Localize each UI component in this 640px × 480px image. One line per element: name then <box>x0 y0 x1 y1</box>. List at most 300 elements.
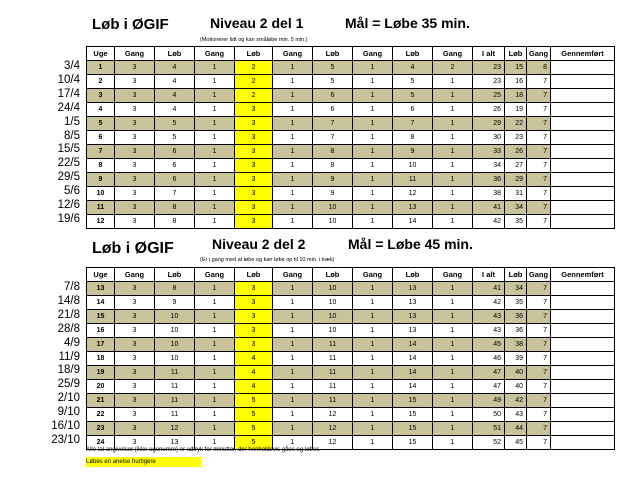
value-cell: 11 <box>313 338 353 352</box>
table-row <box>87 215 615 229</box>
training-table-2 <box>86 267 615 450</box>
value-cell: 4 <box>235 366 273 380</box>
column-header: Gennemført <box>551 268 615 282</box>
row-date: 4/9 <box>64 336 80 349</box>
value-cell: 5 <box>313 61 353 75</box>
value-cell: 1 <box>273 394 313 408</box>
value-cell: 8 <box>313 145 353 159</box>
column-header: Løb <box>393 47 433 61</box>
value-cell: 6 <box>393 103 433 117</box>
column-header: Løb <box>505 47 527 61</box>
column-header: Gang <box>115 47 155 61</box>
completed-cell[interactable] <box>551 89 615 103</box>
column-header: Gang <box>433 47 473 61</box>
column-header: Uge <box>87 268 115 282</box>
value-cell: 35 <box>505 296 527 310</box>
value-cell: 42 <box>473 296 505 310</box>
value-cell: 5 <box>155 131 195 145</box>
value-cell: 3 <box>115 310 155 324</box>
value-cell: 1 <box>353 422 393 436</box>
value-cell: 34 <box>505 201 527 215</box>
value-cell: 19 <box>505 103 527 117</box>
completed-cell[interactable] <box>551 75 615 89</box>
value-cell: 4 <box>155 89 195 103</box>
week-cell: 16 <box>87 324 115 338</box>
value-cell: 10 <box>313 215 353 229</box>
value-cell: 7 <box>527 282 551 296</box>
column-header: Gennemført <box>551 47 615 61</box>
value-cell: 1 <box>433 366 473 380</box>
value-cell: 47 <box>473 366 505 380</box>
table-header-row <box>87 47 615 61</box>
week-cell: 21 <box>87 394 115 408</box>
value-cell: 7 <box>527 89 551 103</box>
completed-cell[interactable] <box>551 408 615 422</box>
row-date: 24/4 <box>57 101 80 114</box>
value-cell: 1 <box>273 61 313 75</box>
completed-cell[interactable] <box>551 117 615 131</box>
value-cell: 3 <box>115 338 155 352</box>
value-cell: 9 <box>313 173 353 187</box>
column-header: Gang <box>115 268 155 282</box>
table-row <box>87 408 615 422</box>
value-cell: 4 <box>393 61 433 75</box>
value-cell: 1 <box>195 103 235 117</box>
value-cell: 3 <box>115 422 155 436</box>
column-header: Løb <box>505 268 527 282</box>
value-cell: 1 <box>353 380 393 394</box>
value-cell: 1 <box>195 324 235 338</box>
value-cell: 7 <box>527 296 551 310</box>
value-cell: 5 <box>393 89 433 103</box>
value-cell: 8 <box>155 201 195 215</box>
table-row <box>87 422 615 436</box>
completed-cell[interactable] <box>551 61 615 75</box>
table-header-row <box>87 268 615 282</box>
value-cell: 4 <box>155 103 195 117</box>
table-row <box>87 324 615 338</box>
value-cell: 5 <box>235 408 273 422</box>
column-header: Løb <box>155 268 195 282</box>
row-date: 16/10 <box>51 420 80 432</box>
value-cell: 3 <box>115 131 155 145</box>
value-cell: 10 <box>313 324 353 338</box>
value-cell: 7 <box>527 338 551 352</box>
column-header: Løb <box>313 47 353 61</box>
value-cell: 9 <box>393 145 433 159</box>
column-header: I alt <box>473 47 505 61</box>
row-date: 21/8 <box>57 308 80 321</box>
value-cell: 1 <box>195 352 235 366</box>
completed-cell[interactable] <box>551 380 615 394</box>
value-cell: 10 <box>393 159 433 173</box>
value-cell: 11 <box>155 408 195 422</box>
value-cell: 1 <box>353 282 393 296</box>
row-date: 23/10 <box>51 433 80 446</box>
niveau-title-2: Niveau 2 del 2 <box>212 236 306 252</box>
row-date: 28/8 <box>57 322 80 335</box>
week-cell: 14 <box>87 296 115 310</box>
value-cell: 15 <box>393 422 433 436</box>
table-row <box>87 338 615 352</box>
value-cell: 14 <box>393 380 433 394</box>
table-row <box>87 187 615 201</box>
value-cell: 12 <box>313 436 353 450</box>
week-cell: 5 <box>87 117 115 131</box>
value-cell: 8 <box>313 159 353 173</box>
table-row <box>87 366 615 380</box>
value-cell: 5 <box>235 394 273 408</box>
value-cell: 40 <box>505 380 527 394</box>
column-header: Uge <box>87 47 115 61</box>
value-cell: 1 <box>195 173 235 187</box>
completed-cell[interactable] <box>551 324 615 338</box>
value-cell: 7 <box>527 394 551 408</box>
niveau-title-1: Niveau 2 del 1 <box>210 15 304 31</box>
value-cell: 1 <box>273 201 313 215</box>
value-cell: 12 <box>155 422 195 436</box>
value-cell: 41 <box>473 201 505 215</box>
value-cell: 1 <box>273 103 313 117</box>
value-cell: 11 <box>155 366 195 380</box>
value-cell: 38 <box>473 187 505 201</box>
value-cell: 1 <box>195 145 235 159</box>
value-cell: 1 <box>273 296 313 310</box>
value-cell: 4 <box>235 352 273 366</box>
value-cell: 7 <box>527 310 551 324</box>
value-cell: 1 <box>195 117 235 131</box>
column-header: Gang <box>353 268 393 282</box>
value-cell: 1 <box>433 324 473 338</box>
value-cell: 41 <box>473 282 505 296</box>
row-date: 12/6 <box>57 199 80 211</box>
value-cell: 1 <box>273 422 313 436</box>
value-cell: 11 <box>313 394 353 408</box>
completed-cell[interactable] <box>551 187 615 201</box>
value-cell: 1 <box>433 75 473 89</box>
value-cell: 1 <box>433 422 473 436</box>
value-cell: 3 <box>115 296 155 310</box>
value-cell: 45 <box>473 338 505 352</box>
value-cell: 7 <box>527 187 551 201</box>
week-cell: 23 <box>87 422 115 436</box>
value-cell: 3 <box>235 131 273 145</box>
value-cell: 7 <box>527 408 551 422</box>
week-cell: 13 <box>87 282 115 296</box>
row-date: 11/9 <box>58 350 80 363</box>
value-cell: 1 <box>433 117 473 131</box>
value-cell: 7 <box>393 117 433 131</box>
week-cell: 3 <box>87 89 115 103</box>
value-cell: 30 <box>473 131 505 145</box>
value-cell: 11 <box>313 366 353 380</box>
value-cell: 1 <box>353 201 393 215</box>
week-cell: 12 <box>87 215 115 229</box>
value-cell: 3 <box>235 173 273 187</box>
value-cell: 3 <box>235 145 273 159</box>
value-cell: 1 <box>195 159 235 173</box>
value-cell: 7 <box>527 131 551 145</box>
value-cell: 1 <box>433 296 473 310</box>
completed-cell[interactable] <box>551 215 615 229</box>
value-cell: 3 <box>115 173 155 187</box>
value-cell: 1 <box>195 394 235 408</box>
value-cell: 12 <box>313 408 353 422</box>
value-cell: 3 <box>115 159 155 173</box>
value-cell: 1 <box>353 215 393 229</box>
completed-cell[interactable] <box>551 103 615 117</box>
brand-title-2: Løb i ØGIF <box>92 240 174 257</box>
value-cell: 6 <box>155 159 195 173</box>
value-cell: 23 <box>473 61 505 75</box>
table-row <box>87 201 615 215</box>
value-cell: 8 <box>155 282 195 296</box>
value-cell: 13 <box>155 436 195 450</box>
completed-cell[interactable] <box>551 436 615 450</box>
value-cell: 47 <box>473 380 505 394</box>
value-cell: 5 <box>313 75 353 89</box>
value-cell: 1 <box>273 436 313 450</box>
value-cell: 15 <box>393 436 433 450</box>
value-cell: 1 <box>273 145 313 159</box>
value-cell: 42 <box>473 215 505 229</box>
value-cell: 10 <box>313 310 353 324</box>
value-cell: 3 <box>235 187 273 201</box>
value-cell: 7 <box>155 187 195 201</box>
value-cell: 5 <box>393 75 433 89</box>
value-cell: 3 <box>235 324 273 338</box>
value-cell: 39 <box>505 352 527 366</box>
value-cell: 31 <box>505 187 527 201</box>
value-cell: 1 <box>273 282 313 296</box>
value-cell: 51 <box>473 422 505 436</box>
row-date: 18/9 <box>57 364 80 377</box>
value-cell: 6 <box>155 145 195 159</box>
completed-cell[interactable] <box>551 201 615 215</box>
table-row <box>87 394 615 408</box>
value-cell: 3 <box>115 201 155 215</box>
value-cell: 3 <box>115 436 155 450</box>
completed-cell[interactable] <box>551 366 615 380</box>
week-cell: 11 <box>87 201 115 215</box>
value-cell: 14 <box>393 215 433 229</box>
completed-cell[interactable] <box>551 282 615 296</box>
value-cell: 7 <box>527 103 551 117</box>
table-row <box>87 145 615 159</box>
value-cell: 10 <box>313 296 353 310</box>
value-cell: 1 <box>433 338 473 352</box>
completed-cell[interactable] <box>551 338 615 352</box>
completed-cell[interactable] <box>551 173 615 187</box>
completed-cell[interactable] <box>551 352 615 366</box>
column-header: Løb <box>235 268 273 282</box>
value-cell: 2 <box>235 75 273 89</box>
row-date: 1/5 <box>64 115 80 128</box>
column-header: Gang <box>195 268 235 282</box>
value-cell: 26 <box>473 103 505 117</box>
footer-note: Alle tal angivelser (ikke ugenumre) er udtryk for minutter, der henholdsvis gåes og løbes <box>86 447 320 453</box>
value-cell: 3 <box>115 187 155 201</box>
value-cell: 35 <box>505 215 527 229</box>
value-cell: 3 <box>115 324 155 338</box>
value-cell: 1 <box>353 159 393 173</box>
footer-highlight: Løbes en anelse hurtigere <box>86 457 201 467</box>
table-row <box>87 131 615 145</box>
value-cell: 1 <box>195 422 235 436</box>
completed-cell[interactable] <box>551 131 615 145</box>
column-header: Gang <box>195 47 235 61</box>
value-cell: 7 <box>527 201 551 215</box>
value-cell: 1 <box>433 187 473 201</box>
value-cell: 50 <box>473 408 505 422</box>
value-cell: 23 <box>505 131 527 145</box>
completed-cell[interactable] <box>551 145 615 159</box>
column-header: Løb <box>235 47 273 61</box>
completed-cell[interactable] <box>551 296 615 310</box>
value-cell: 29 <box>473 117 505 131</box>
value-cell: 43 <box>505 408 527 422</box>
week-cell: 10 <box>87 187 115 201</box>
value-cell: 38 <box>505 338 527 352</box>
value-cell: 1 <box>273 75 313 89</box>
value-cell: 29 <box>505 173 527 187</box>
value-cell: 1 <box>353 436 393 450</box>
value-cell: 33 <box>473 145 505 159</box>
completed-cell[interactable] <box>551 394 615 408</box>
value-cell: 1 <box>273 215 313 229</box>
value-cell: 49 <box>473 394 505 408</box>
value-cell: 9 <box>313 187 353 201</box>
value-cell: 43 <box>473 310 505 324</box>
value-cell: 3 <box>235 103 273 117</box>
value-cell: 1 <box>353 296 393 310</box>
value-cell: 1 <box>195 310 235 324</box>
value-cell: 1 <box>433 173 473 187</box>
value-cell: 8 <box>527 61 551 75</box>
table-row <box>87 61 615 75</box>
value-cell: 1 <box>433 310 473 324</box>
value-cell: 1 <box>433 282 473 296</box>
row-date: 17/4 <box>57 87 80 100</box>
value-cell: 1 <box>195 408 235 422</box>
value-cell: 10 <box>155 324 195 338</box>
row-date: 9/10 <box>57 406 80 419</box>
column-header: Løb <box>393 268 433 282</box>
week-cell: 19 <box>87 366 115 380</box>
table-row <box>87 89 615 103</box>
value-cell: 1 <box>353 75 393 89</box>
value-cell: 11 <box>393 173 433 187</box>
value-cell: 14 <box>393 352 433 366</box>
value-cell: 1 <box>195 187 235 201</box>
value-cell: 15 <box>393 394 433 408</box>
value-cell: 6 <box>155 173 195 187</box>
value-cell: 1 <box>195 380 235 394</box>
goal-title-2: Mål = Løbe 45 min. <box>348 236 473 252</box>
value-cell: 1 <box>353 352 393 366</box>
value-cell: 1 <box>273 338 313 352</box>
value-cell: 3 <box>235 282 273 296</box>
value-cell: 1 <box>353 324 393 338</box>
value-cell: 8 <box>393 131 433 145</box>
value-cell: 1 <box>273 117 313 131</box>
value-cell: 1 <box>433 89 473 103</box>
value-cell: 11 <box>155 380 195 394</box>
value-cell: 3 <box>115 145 155 159</box>
value-cell: 15 <box>505 61 527 75</box>
row-date: 15/5 <box>57 143 80 156</box>
row-date: 29/5 <box>57 171 80 184</box>
value-cell: 11 <box>313 352 353 366</box>
value-cell: 6 <box>313 89 353 103</box>
value-cell: 1 <box>195 215 235 229</box>
value-cell: 1 <box>353 145 393 159</box>
value-cell: 45 <box>505 436 527 450</box>
value-cell: 14 <box>393 366 433 380</box>
column-header: Gang <box>353 47 393 61</box>
value-cell: 1 <box>273 310 313 324</box>
table-row <box>87 103 615 117</box>
value-cell: 1 <box>273 173 313 187</box>
value-cell: 7 <box>313 131 353 145</box>
completed-cell[interactable] <box>551 422 615 436</box>
table-row <box>87 117 615 131</box>
brand-title-1: Løb i ØGIF <box>92 16 169 33</box>
value-cell: 3 <box>235 338 273 352</box>
value-cell: 1 <box>433 408 473 422</box>
week-cell: 9 <box>87 173 115 187</box>
value-cell: 1 <box>195 201 235 215</box>
value-cell: 1 <box>273 187 313 201</box>
value-cell: 3 <box>115 366 155 380</box>
value-cell: 36 <box>505 310 527 324</box>
value-cell: 3 <box>235 201 273 215</box>
table-row <box>87 282 615 296</box>
column-header: Gang <box>527 47 551 61</box>
completed-cell[interactable] <box>551 310 615 324</box>
column-header: Gang <box>527 268 551 282</box>
value-cell: 3 <box>115 380 155 394</box>
value-cell: 1 <box>353 89 393 103</box>
completed-cell[interactable] <box>551 159 615 173</box>
value-cell: 1 <box>273 131 313 145</box>
column-header: Gang <box>273 268 313 282</box>
value-cell: 3 <box>235 159 273 173</box>
value-cell: 7 <box>527 380 551 394</box>
value-cell: 3 <box>115 89 155 103</box>
value-cell: 25 <box>473 89 505 103</box>
row-date: 5/6 <box>64 185 80 198</box>
value-cell: 34 <box>473 159 505 173</box>
value-cell: 36 <box>473 173 505 187</box>
value-cell: 1 <box>273 352 313 366</box>
value-cell: 14 <box>393 338 433 352</box>
value-cell: 23 <box>473 75 505 89</box>
value-cell: 52 <box>473 436 505 450</box>
value-cell: 1 <box>433 145 473 159</box>
week-cell: 17 <box>87 338 115 352</box>
value-cell: 1 <box>433 352 473 366</box>
value-cell: 7 <box>313 117 353 131</box>
value-cell: 7 <box>527 215 551 229</box>
value-cell: 10 <box>155 338 195 352</box>
row-date: 8/5 <box>64 129 80 142</box>
value-cell: 1 <box>433 380 473 394</box>
value-cell: 10 <box>155 310 195 324</box>
value-cell: 1 <box>273 408 313 422</box>
table-row <box>87 380 615 394</box>
value-cell: 13 <box>393 324 433 338</box>
